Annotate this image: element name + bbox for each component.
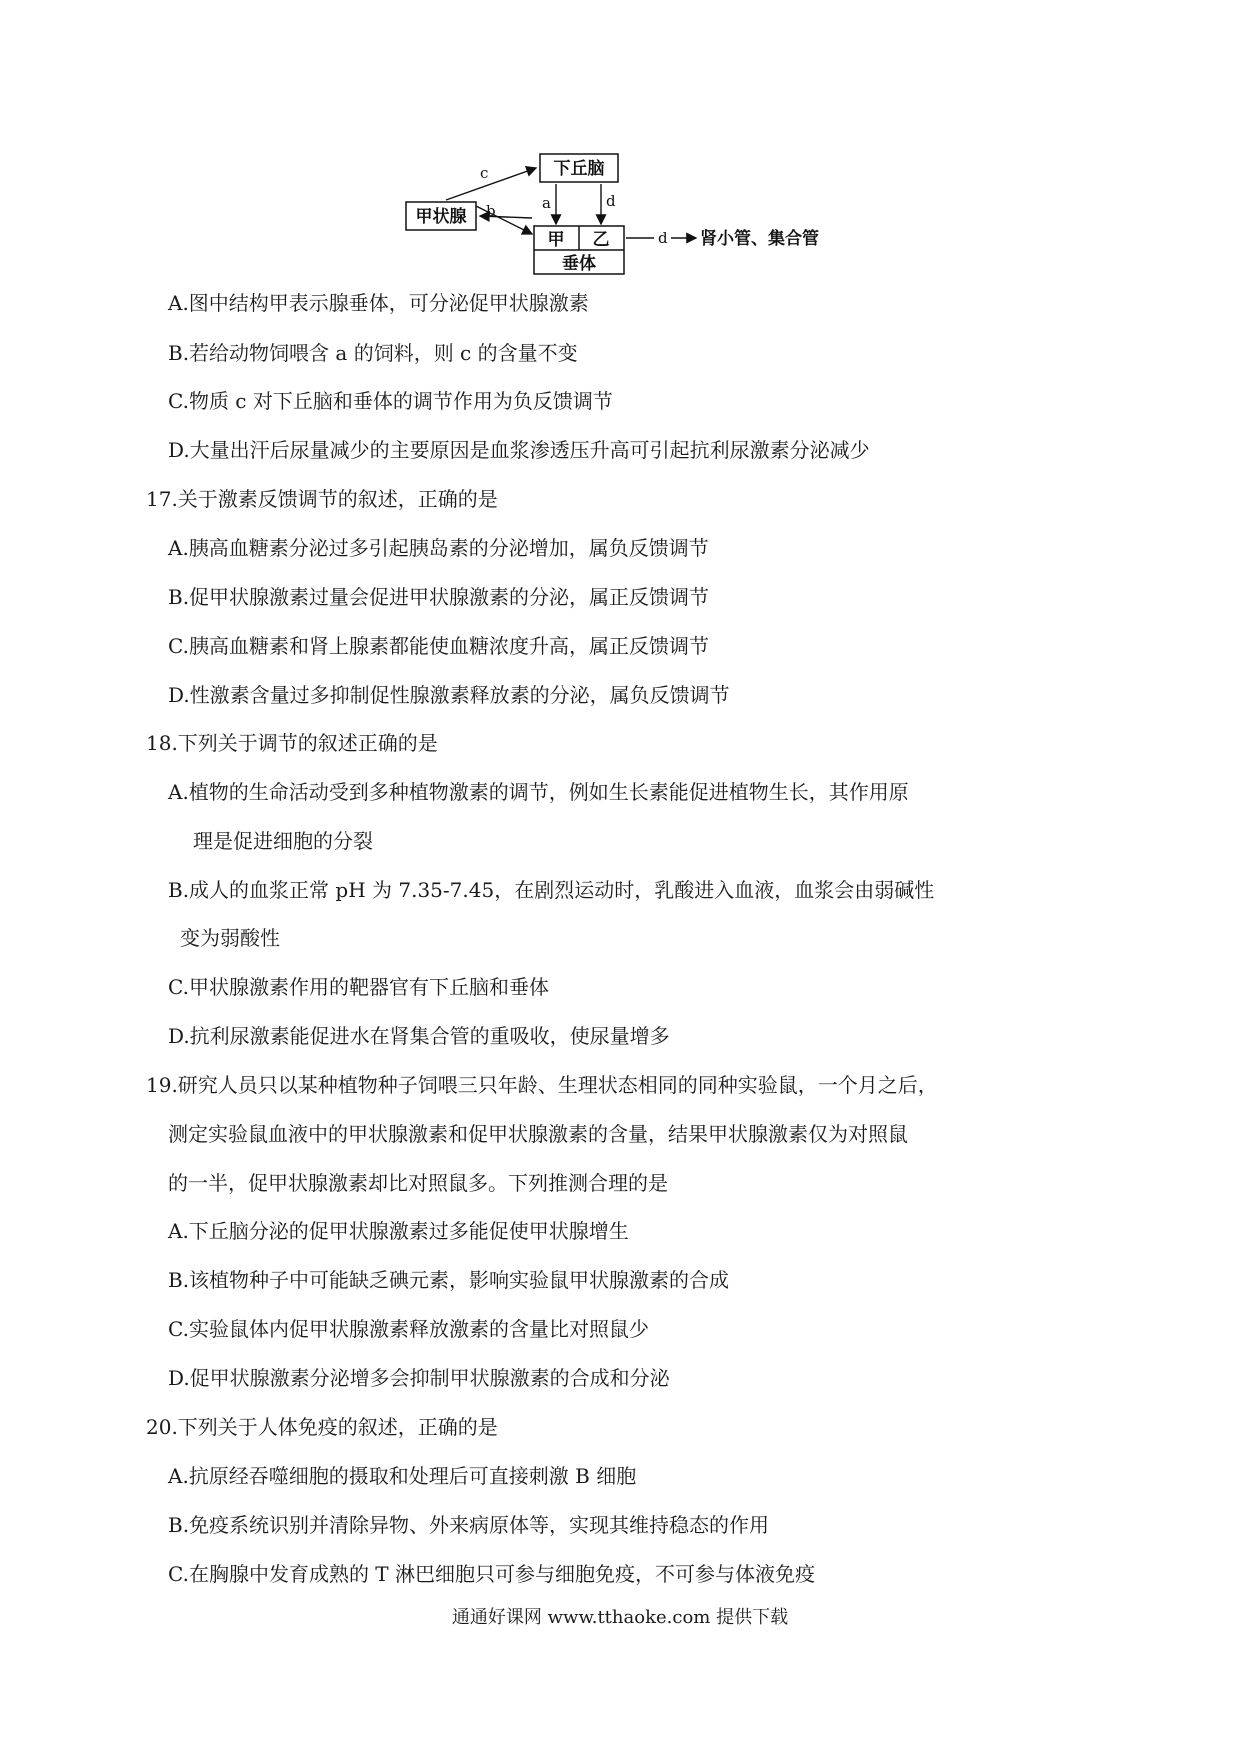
option-line: A.下丘脑分泌的促甲状腺激素过多能促使甲状腺增生 [168, 1219, 629, 1243]
target-label: 肾小管、集合管 [700, 229, 819, 249]
option-line: A.图中结构甲表示腺垂体，可分泌促甲状腺激素 [168, 291, 589, 315]
option-line: C.胰高血糖素和肾上腺素都能使血糖浓度升高，属正反馈调节 [168, 634, 709, 658]
arrow-c-up [446, 168, 536, 200]
pituitary-label: 垂体 [562, 254, 596, 274]
jia-label: 甲 [547, 230, 565, 250]
option-line: C.实验鼠体内促甲状腺激素释放激素的含量比对照鼠少 [168, 1317, 649, 1341]
question-20: 20.下列关于人体免疫的叙述，正确的是 [146, 1415, 498, 1439]
option-line: D.促甲状腺激素分泌增多会抑制甲状腺激素的合成和分泌 [168, 1366, 670, 1390]
option-line: A.抗原经吞噬细胞的摄取和处理后可直接刺激 B 细胞 [168, 1464, 637, 1488]
option-line: C.甲状腺激素作用的靶器官有下丘脑和垂体 [168, 975, 549, 999]
hypothalamus-label: 下丘脑 [553, 159, 605, 179]
option-line: D.抗利尿激素能促进水在肾集合管的重吸收，使尿量增多 [168, 1024, 670, 1048]
footer-source: 通通好课网 www.tthaoke.com 提供下载 [451, 1607, 789, 1628]
option-line: D.性激素含量过多抑制促性腺激素释放素的分泌，属负反馈调节 [168, 683, 730, 707]
question-continuation: 的一半，促甲状腺激素却比对照鼠多。下列推测合理的是 [168, 1171, 668, 1195]
label-a: a [542, 194, 551, 212]
label-b: b [486, 202, 496, 220]
thyroid-label: 甲状腺 [415, 207, 467, 227]
option-line: C.在胸腺中发育成熟的 T 淋巴细胞只可参与细胞免疫，不可参与体液免疫 [168, 1562, 816, 1586]
question-18: 18.下列关于调节的叙述正确的是 [146, 731, 438, 755]
option-line: B.成人的血浆正常 pH 为 7.35-7.45，在剧烈运动时，乳酸进入血液，血浆会由弱碱性 [168, 878, 935, 902]
option-line: B.若给动物饲喂含 a 的饲料，则 c 的含量不变 [168, 341, 578, 365]
option-line: A.胰高血糖素分泌过多引起胰岛素的分泌增加，属负反馈调节 [168, 536, 709, 560]
question-17: 17.关于激素反馈调节的叙述，正确的是 [146, 487, 498, 511]
question-continuation: 测定实验鼠血液中的甲状腺激素和促甲状腺激素的含量，结果甲状腺激素仅为对照鼠 [168, 1122, 908, 1146]
option-continuation: 理是促进细胞的分裂 [193, 829, 373, 853]
option-line: B.免疫系统识别并清除异物、外来病原体等，实现其维持稳态的作用 [168, 1513, 770, 1537]
label-d-right: d [658, 229, 668, 247]
option-line: D.大量出汗后尿量减少的主要原因是血浆渗透压升高可引起抗利尿激素分泌减少 [168, 438, 870, 462]
option-line: B.该植物种子中可能缺乏碘元素，影响实验鼠甲状腺激素的合成 [168, 1268, 730, 1292]
option-line: A.植物的生命活动受到多种植物激素的调节，例如生长素能促进植物生长，其作用原 [168, 780, 909, 804]
endocrine-diagram [400, 150, 880, 280]
yi-label: 乙 [592, 230, 610, 250]
question-19: 19.研究人员只以某种植物种子饲喂三只年龄、生理状态相同的同种实验鼠，一个月之后， [146, 1073, 938, 1097]
arrow-c-down [476, 206, 532, 234]
option-line: C.物质 c 对下丘脑和垂体的调节作用为负反馈调节 [168, 389, 613, 413]
label-c: c [480, 164, 489, 182]
option-line: B.促甲状腺激素过量会促进甲状腺激素的分泌，属正反馈调节 [168, 585, 710, 609]
label-d-vertical: d [606, 192, 616, 210]
option-continuation: 变为弱酸性 [180, 926, 280, 950]
diagram-svg [400, 150, 880, 280]
